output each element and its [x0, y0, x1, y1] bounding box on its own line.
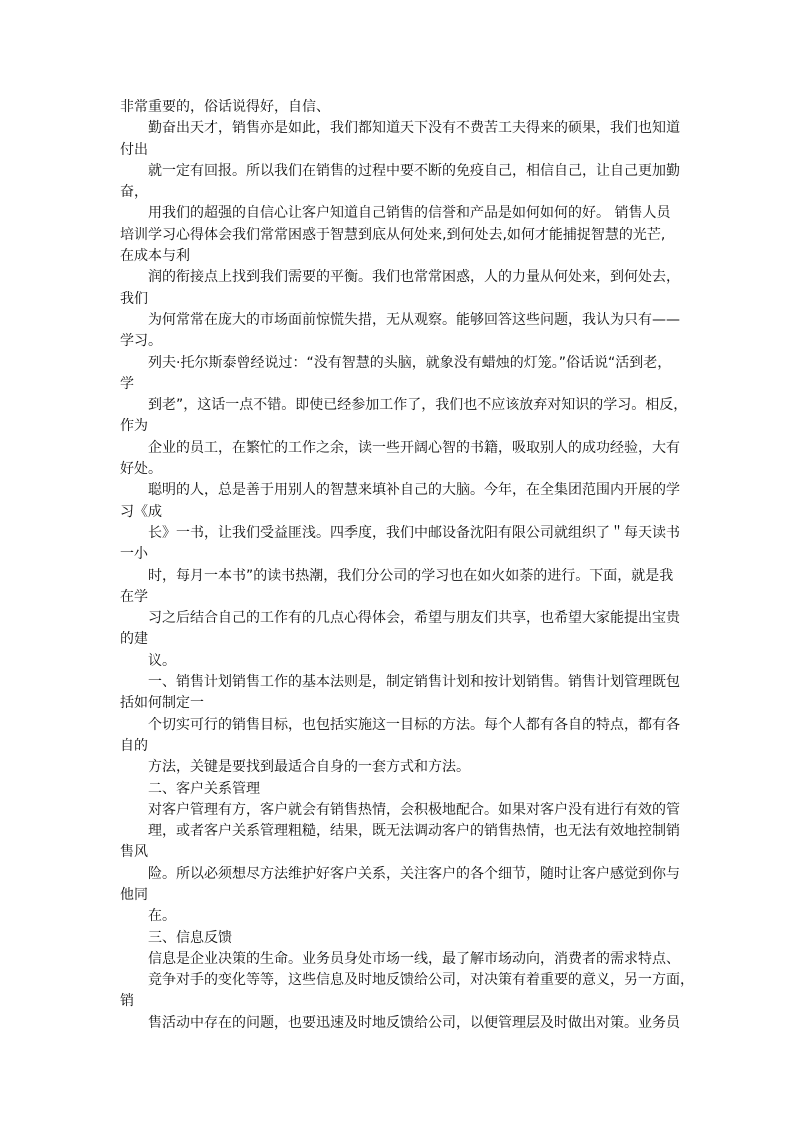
- text-line: 售活动中存在的问题，也要迅速及时地反馈给公司，以便管理层及时做出对策。业务员: [148, 1014, 680, 1031]
- text-line: 他同: [120, 886, 148, 903]
- text-line: 勤奋出天才，销售亦是如此，我们都知道天下没有不费苦工夫得来的硕果，我们也知道: [148, 120, 680, 137]
- text-line: 括如何制定一: [120, 695, 204, 712]
- text-line: 学: [120, 375, 134, 392]
- text-line: 对客户管理有方，客户就会有销售热情，会积极地配合。如果对客户没有进行有效的管: [148, 801, 680, 818]
- text-line: 时，每月一本书”的读书热潮，我们分公司的学习也在如火如荼的进行。下面，就是我: [148, 567, 674, 584]
- text-line: 我们: [120, 290, 148, 307]
- text-line: 习之后结合自己的工作有的几点心得体会，希望与朋友们共享，也希望大家能提出宝贵: [148, 610, 680, 627]
- text-line: 非常重要的，俗话说得好，自信、: [120, 99, 330, 115]
- text-line: 信息是企业决策的生命。业务员身处市场一线，最了解市场动向，消费者的需求特点、: [148, 950, 680, 967]
- text-line: 销: [120, 993, 134, 1010]
- text-line: 到老”，这话一点不错。即使已经参加工作了，我们也不应该放弃对知识的学习。相反，: [148, 397, 688, 414]
- text-line: 付出: [120, 141, 148, 158]
- text-line: 用我们的超强的自信心让客户知道自己销售的信誉和产品是如何如何的好。 销售人员: [148, 205, 671, 222]
- text-line: 好处。: [120, 461, 162, 478]
- text-line: 售风: [120, 844, 148, 861]
- text-line: 润的衔接点上找到我们需要的平衡。我们也常常困惑，人的力量从何处来，到何处去，: [148, 269, 680, 286]
- text-line: 列夫·托尔斯泰曾经说过：“没有智慧的头脑，就象没有蜡烛的灯笼。”俗话说“活到老，: [148, 354, 672, 371]
- text-line: 学习。: [120, 333, 162, 350]
- text-line: 个切实可行的销售目标，也包括实施这一目标的方法。每个人都有各自的特点，都有各: [148, 716, 680, 733]
- text-line: 长》一书，让我们受益匪浅。四季度，我们中邮设备沈阳有限公司就组织了＂每天读书: [148, 524, 680, 541]
- text-line: 方法，关键是要找到最适合自身的一套方式和方法。: [148, 759, 470, 776]
- text-line: 二、客户关系管理: [148, 780, 260, 797]
- text-line: 一小: [120, 546, 148, 563]
- text-line: 习《成: [120, 503, 162, 520]
- text-line: 聪明的人，总是善于用别人的智慧来填补自己的大脑。今年，在全集团范围内开展的学: [148, 482, 680, 499]
- text-line: 就一定有回报。所以我们在销售的过程中要不断的免疫自己，相信自己，让自己更加勤: [148, 162, 680, 179]
- text-line: 一、销售计划销售工作的基本法则是，制定销售计划和按计划销售。销售计划管理既包: [148, 674, 680, 691]
- text-line: 奋，: [120, 184, 148, 201]
- text-line: 在。: [148, 908, 176, 925]
- text-line: 为何常常在庞大的市场面前惊慌失措，无从观察。能够回答这些问题，我认为只有——: [148, 311, 680, 328]
- text-line: 议。: [148, 652, 176, 669]
- document-body: [120, 97, 692, 1034]
- text-line: 三、信息反馈: [148, 929, 232, 946]
- text-line: 竞争对手的变化等等，这些信息及时地反馈给公司，对决策有着重要的意义，另一方面，: [148, 972, 694, 989]
- text-line: 在成本与利: [120, 248, 190, 265]
- text-line: 自的: [120, 737, 148, 754]
- text-line: 的建: [120, 631, 148, 648]
- text-line: 在学: [120, 588, 148, 605]
- text-line: 培训学习心得体会我们常常困惑于智慧到底从何处来,到何处去,如何才能捕捉智慧的光芒,: [120, 226, 666, 243]
- text-line: 企业的员工，在繁忙的工作之余，读一些开阔心智的书籍，吸取别人的成功经验，大有: [148, 439, 680, 456]
- text-line: 理，或者客户关系管理粗糙，结果，既无法调动客户的销售热情，也无法有效地控制销: [148, 823, 680, 840]
- text-line: 作为: [120, 418, 148, 435]
- text-line: 险。所以必须想尽方法维护好客户关系，关注客户的各个细节，随时让客户感觉到你与: [148, 865, 680, 882]
